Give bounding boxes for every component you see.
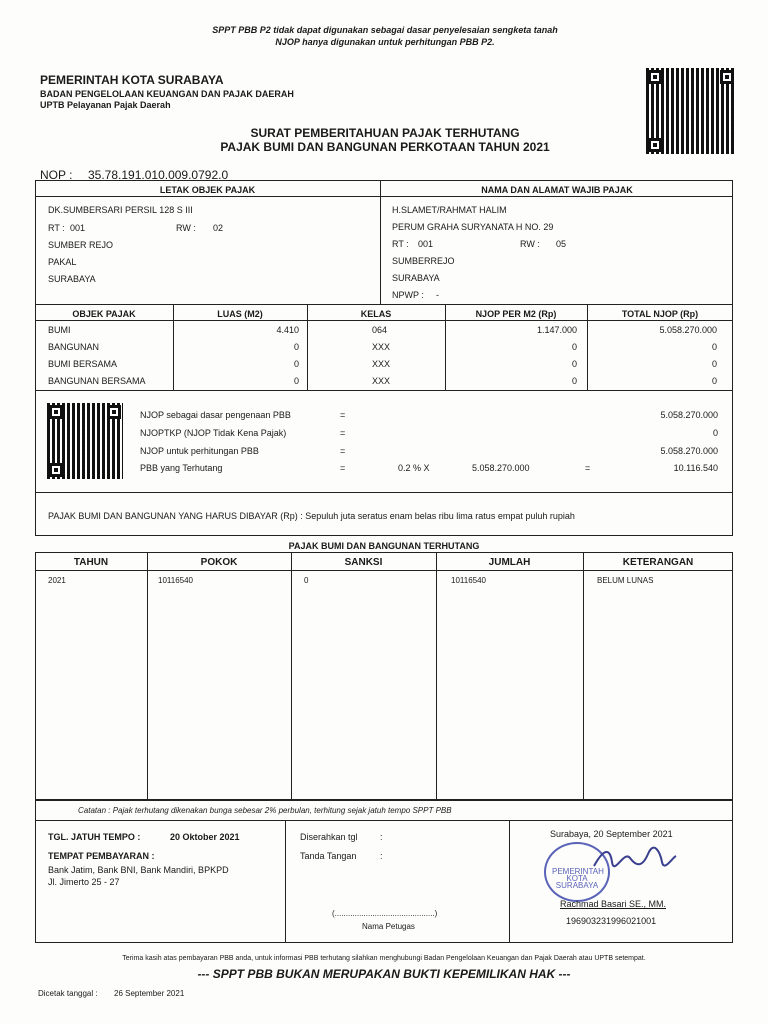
objek-rw-label: RW : — [176, 223, 196, 233]
table-row-bumi-luas: 4.410 — [276, 325, 299, 335]
wajib-npwp: - — [436, 290, 439, 300]
table-row-bangunan-bersama-label: BANGUNAN BERSAMA — [48, 376, 146, 386]
objek-heading: LETAK OBJEK PAJAK — [159, 185, 256, 195]
tax-base: 5.058.270.000 — [472, 463, 530, 473]
thanks-text: Terima kasih atas pembayaran PBB anda, untuk informasi PBB terhutang silahkan menghubungi Badan Pengelolaan Keuangan dan Pajak Daerah atau UPTB setempat. — [122, 955, 646, 962]
th-keterangan: KETERANGAN — [622, 557, 694, 568]
eq-sign: = — [585, 463, 591, 473]
njoptkp-label: NJOPTKP (NJOP Tidak Kena Pajak) — [140, 428, 287, 438]
wajib-heading: NAMA DAN ALAMAT WAJIB PAJAK — [481, 185, 633, 195]
petugas-label: Nama Petugas — [362, 922, 415, 931]
objek-kecamatan: PAKAL — [48, 257, 77, 267]
table-row-bumi-kelas: 064 — [372, 325, 388, 335]
signature — [590, 844, 680, 874]
table-row-bangunan-label: BANGUNAN — [48, 342, 100, 352]
catatan: Catatan : Pajak terhutang dikenakan bunga sebesar 2% perbulan, terhitung sejak jatuh tempo SPPT PBB — [78, 806, 452, 815]
doc-title: SURAT PEMBERITAHUAN PAJAK TERHUTANG — [250, 126, 520, 140]
table-row-bangunan-bersama-total: 0 — [711, 376, 717, 386]
stamp-text: PEMERINTAH KOTA SURABAYA — [552, 867, 604, 890]
eq-sign: = — [340, 446, 346, 456]
official-name: Rachmad Basari SE., MM. — [560, 899, 667, 909]
tanda-tangan-label: Tanda Tangan — [300, 851, 357, 861]
dicetak-label: Dicetak tanggal : — [38, 989, 98, 998]
row-tahun: 2021 — [48, 576, 66, 585]
terhutang-label: PBB yang Terhutang — [140, 463, 223, 473]
wajib-rt-label: RT : — [392, 239, 409, 249]
njop-dasar-value: 5.058.270.000 — [660, 410, 718, 420]
official-nip: 196903231996021001 — [566, 916, 657, 926]
njop-dasar-label: NJOP sebagai dasar pengenaan PBB — [140, 410, 291, 420]
table-row-bangunan-kelas: XXX — [372, 342, 391, 352]
table-row-bangunan-bersama-luas: 0 — [293, 376, 299, 386]
njop-pbb-label: NJOP untuk perhitungan PBB — [140, 446, 259, 456]
row-jumlah: 10116540 — [451, 576, 486, 585]
org-agency: BADAN PENGELOLAAN KEUANGAN DAN PAJAK DAERAH — [40, 89, 294, 99]
colon: : — [380, 851, 383, 861]
disclaimer-line1: SPPT PBB P2 tidak dapat digunakan sebagai dasar penyelesaian sengketa tanah — [212, 25, 558, 35]
wajib-rt: 001 — [418, 239, 434, 249]
table-row-bumi-bersama-total: 0 — [711, 359, 717, 369]
tempat-label: TEMPAT PEMBAYARAN : — [48, 851, 155, 861]
eq-sign: = — [340, 463, 346, 473]
objek-rt-label: RT : — [48, 223, 65, 233]
org-name: PEMERINTAH KOTA SURABAYA — [40, 73, 224, 87]
wajib-rw: 05 — [556, 239, 567, 249]
th-sanksi: SANKSI — [344, 557, 383, 568]
qr-code-icon — [47, 403, 123, 479]
eq-sign: = — [340, 410, 346, 420]
tempat-bank: Bank Jatim, Bank BNI, Bank Mandiri, BPKPD — [48, 865, 229, 875]
wajib-name: H.SLAMET/RAHMAT HALIM — [392, 205, 507, 215]
not-ownership-proof: --- SPPT PBB BUKAN MERUPAKAN BUKTI KEPEMILIKAN HAK --- — [197, 967, 571, 981]
jatuh-tempo-label: TGL. JATUH TEMPO : — [48, 832, 141, 842]
wajib-kelurahan: SUMBERREJO — [392, 256, 455, 266]
table-row-bangunan-luas: 0 — [293, 342, 299, 352]
objek-rt: 001 — [70, 223, 86, 233]
wajib-npwp-label: NPWP : — [392, 290, 424, 300]
table-row-bumi-total: 5.058.270.000 — [659, 325, 717, 335]
jatuh-tempo-date: 20 Oktober 2021 — [170, 832, 240, 842]
wajib-address: PERUM GRAHA SURYANATA H NO. 29 — [392, 222, 554, 232]
objek-kota: SURABAYA — [48, 274, 96, 284]
th-kelas: KELAS — [360, 309, 392, 319]
colon: : — [380, 832, 383, 842]
tax-rate: 0.2 % X — [398, 463, 430, 473]
objek-address: DK.SUMBERSARI PERSIL 128 S III — [48, 205, 193, 215]
table-row-bumi-njop: 1.147.000 — [536, 325, 577, 335]
table-row-bumi-bersama-njop: 0 — [571, 359, 577, 369]
wajib-kota: SURABAYA — [392, 273, 440, 283]
row-pokok: 10116540 — [158, 576, 193, 585]
terhutang-title: PAJAK BUMI DAN BANGUNAN TERHUTANG — [288, 541, 480, 551]
doc-subtitle: PAJAK BUMI DAN BANGUNAN PERKOTAAN TAHUN 2021 — [220, 140, 550, 154]
njoptkp-value: 0 — [712, 428, 718, 438]
nop-label: NOP : — [40, 168, 73, 182]
row-keterangan: BELUM LUNAS — [597, 576, 654, 585]
tempat-address: Jl. Jimerto 25 - 27 — [48, 877, 120, 887]
wajib-rw-label: RW : — [520, 239, 540, 249]
nop-value: 35.78.191.010.009.0792.0 — [88, 168, 229, 182]
eq-sign: = — [340, 428, 346, 438]
table-row-bumi-bersama-label: BUMI BERSAMA — [48, 359, 118, 369]
table-row-bumi-bersama-kelas: XXX — [372, 359, 391, 369]
main-box — [35, 180, 733, 536]
row-sanksi: 0 — [304, 576, 309, 585]
table-row-bangunan-bersama-njop: 0 — [571, 376, 577, 386]
table-row-bangunan-bersama-kelas: XXX — [372, 376, 391, 386]
th-total: TOTAL NJOP (Rp) — [621, 309, 699, 319]
dicetak-date: 26 September 2021 — [114, 989, 185, 998]
th-luas: LUAS (M2) — [217, 309, 263, 319]
th-pokok: POKOK — [200, 557, 238, 568]
place-date: Surabaya, 20 September 2021 — [550, 829, 673, 839]
qr-code-icon — [646, 68, 736, 154]
th-tahun: TAHUN — [73, 557, 109, 568]
table-row-bangunan-njop: 0 — [571, 342, 577, 352]
th-jumlah: JUMLAH — [488, 557, 531, 568]
objek-kelurahan: SUMBER REJO — [48, 240, 114, 250]
petugas-dots: (.............................................) — [332, 909, 438, 918]
terhutang-table — [35, 552, 733, 800]
table-row-bumi-label: BUMI — [48, 325, 71, 335]
diserahkan-label: Diserahkan tgl — [300, 832, 358, 842]
objek-rw: 02 — [213, 223, 224, 233]
harus-dibayar: PAJAK BUMI DAN BANGUNAN YANG HARUS DIBAYAR (Rp) : Sepuluh juta seratus enam belas ribu lima ratus empat puluh rupiah — [48, 511, 575, 521]
terhutang-value: 10.116.540 — [673, 463, 718, 473]
th-njop-m2: NJOP PER M2 (Rp) — [475, 309, 557, 319]
njop-pbb-value: 5.058.270.000 — [660, 446, 718, 456]
table-row-bangunan-total: 0 — [711, 342, 717, 352]
table-row-bumi-bersama-luas: 0 — [293, 359, 299, 369]
org-unit: UPTB Pelayanan Pajak Daerah — [40, 100, 171, 110]
disclaimer-line2: NJOP hanya digunakan untuk perhitungan PBB P2. — [275, 37, 495, 47]
th-objek: OBJEK PAJAK — [72, 309, 136, 319]
